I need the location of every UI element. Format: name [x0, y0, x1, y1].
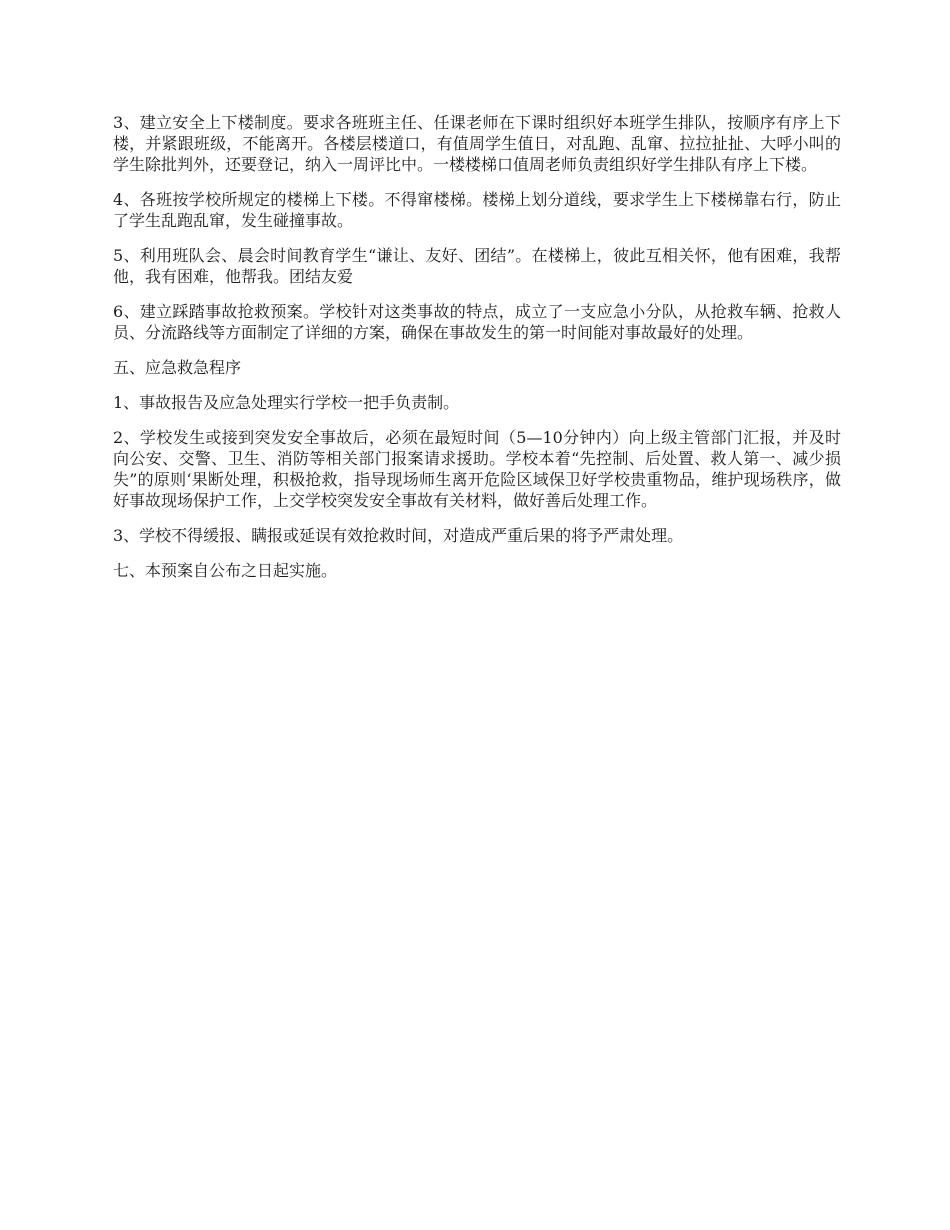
- paragraph-stampede-plan: 6、建立踩踏事故抢救预案。学校针对这类事故的特点，成立了一支应急小分队，从抢救车辆、抢救人员、分流路线等方面制定了详细的方案，确保在事故发生的第一时间能对事故最好的处理。: [113, 302, 841, 342]
- document-page: [113, 112, 841, 595]
- paragraph-reporting: 2、学校发生或接到突发安全事故后，必须在最短时间（5—10分钟内）向上级主管部门汇报，并及时向公安、交警、卫生、消防等相关部门报案请求援助。学校本着“先控制、后处置、救人第一、减少损失”的原则‘果断处理，积极抢救，指导现场师生离开危险区域保卫好学校贵重物品，维护现场秩序，做好事故现场保护工作，上交学校突发安全事故有关材料，做好善后处理工作。: [113, 428, 841, 510]
- paragraph-responsibility: 1、事故报告及应急处理实行学校一把手负责制。: [113, 393, 460, 412]
- paragraph-stair-safety-rule: 3、建立安全上下楼制度。要求各班班主任、任课老师在下课时组织好本班学生排队，按顺序有序上下楼，并紧跟班级，不能离开。各楼层楼道口，有值周学生值日，对乱跑、乱窜、拉拉扯扯、大呼小叫的学生除批判外，还要登记，纳入一周评比中。一楼楼梯口值周老师负责组织好学生排队有序上下楼。: [113, 113, 841, 174]
- paragraph-designated-stairs: 4、各班按学校所规定的楼梯上下楼。不得窜楼梯。楼梯上划分道线，要求学生上下楼梯靠右行，防止了学生乱跑乱窜，发生碰撞事故。: [113, 190, 841, 230]
- section-heading-emergency-procedure: 五、应急救急程序: [113, 358, 242, 377]
- paragraph-student-education: 5、利用班队会、晨会时间教育学生“谦让、友好、团结”。在楼梯上，彼此互相关怀，他有困难，我帮他，我有困难，他帮我。团结友爱: [113, 246, 841, 286]
- section-heading-effective-date: 七、本预案自公布之日起实施。: [113, 561, 338, 580]
- paragraph-no-delay: 3、学校不得缓报、瞒报或延误有效抢救时间，对造成严重后果的将予严肃处理。: [113, 526, 684, 545]
